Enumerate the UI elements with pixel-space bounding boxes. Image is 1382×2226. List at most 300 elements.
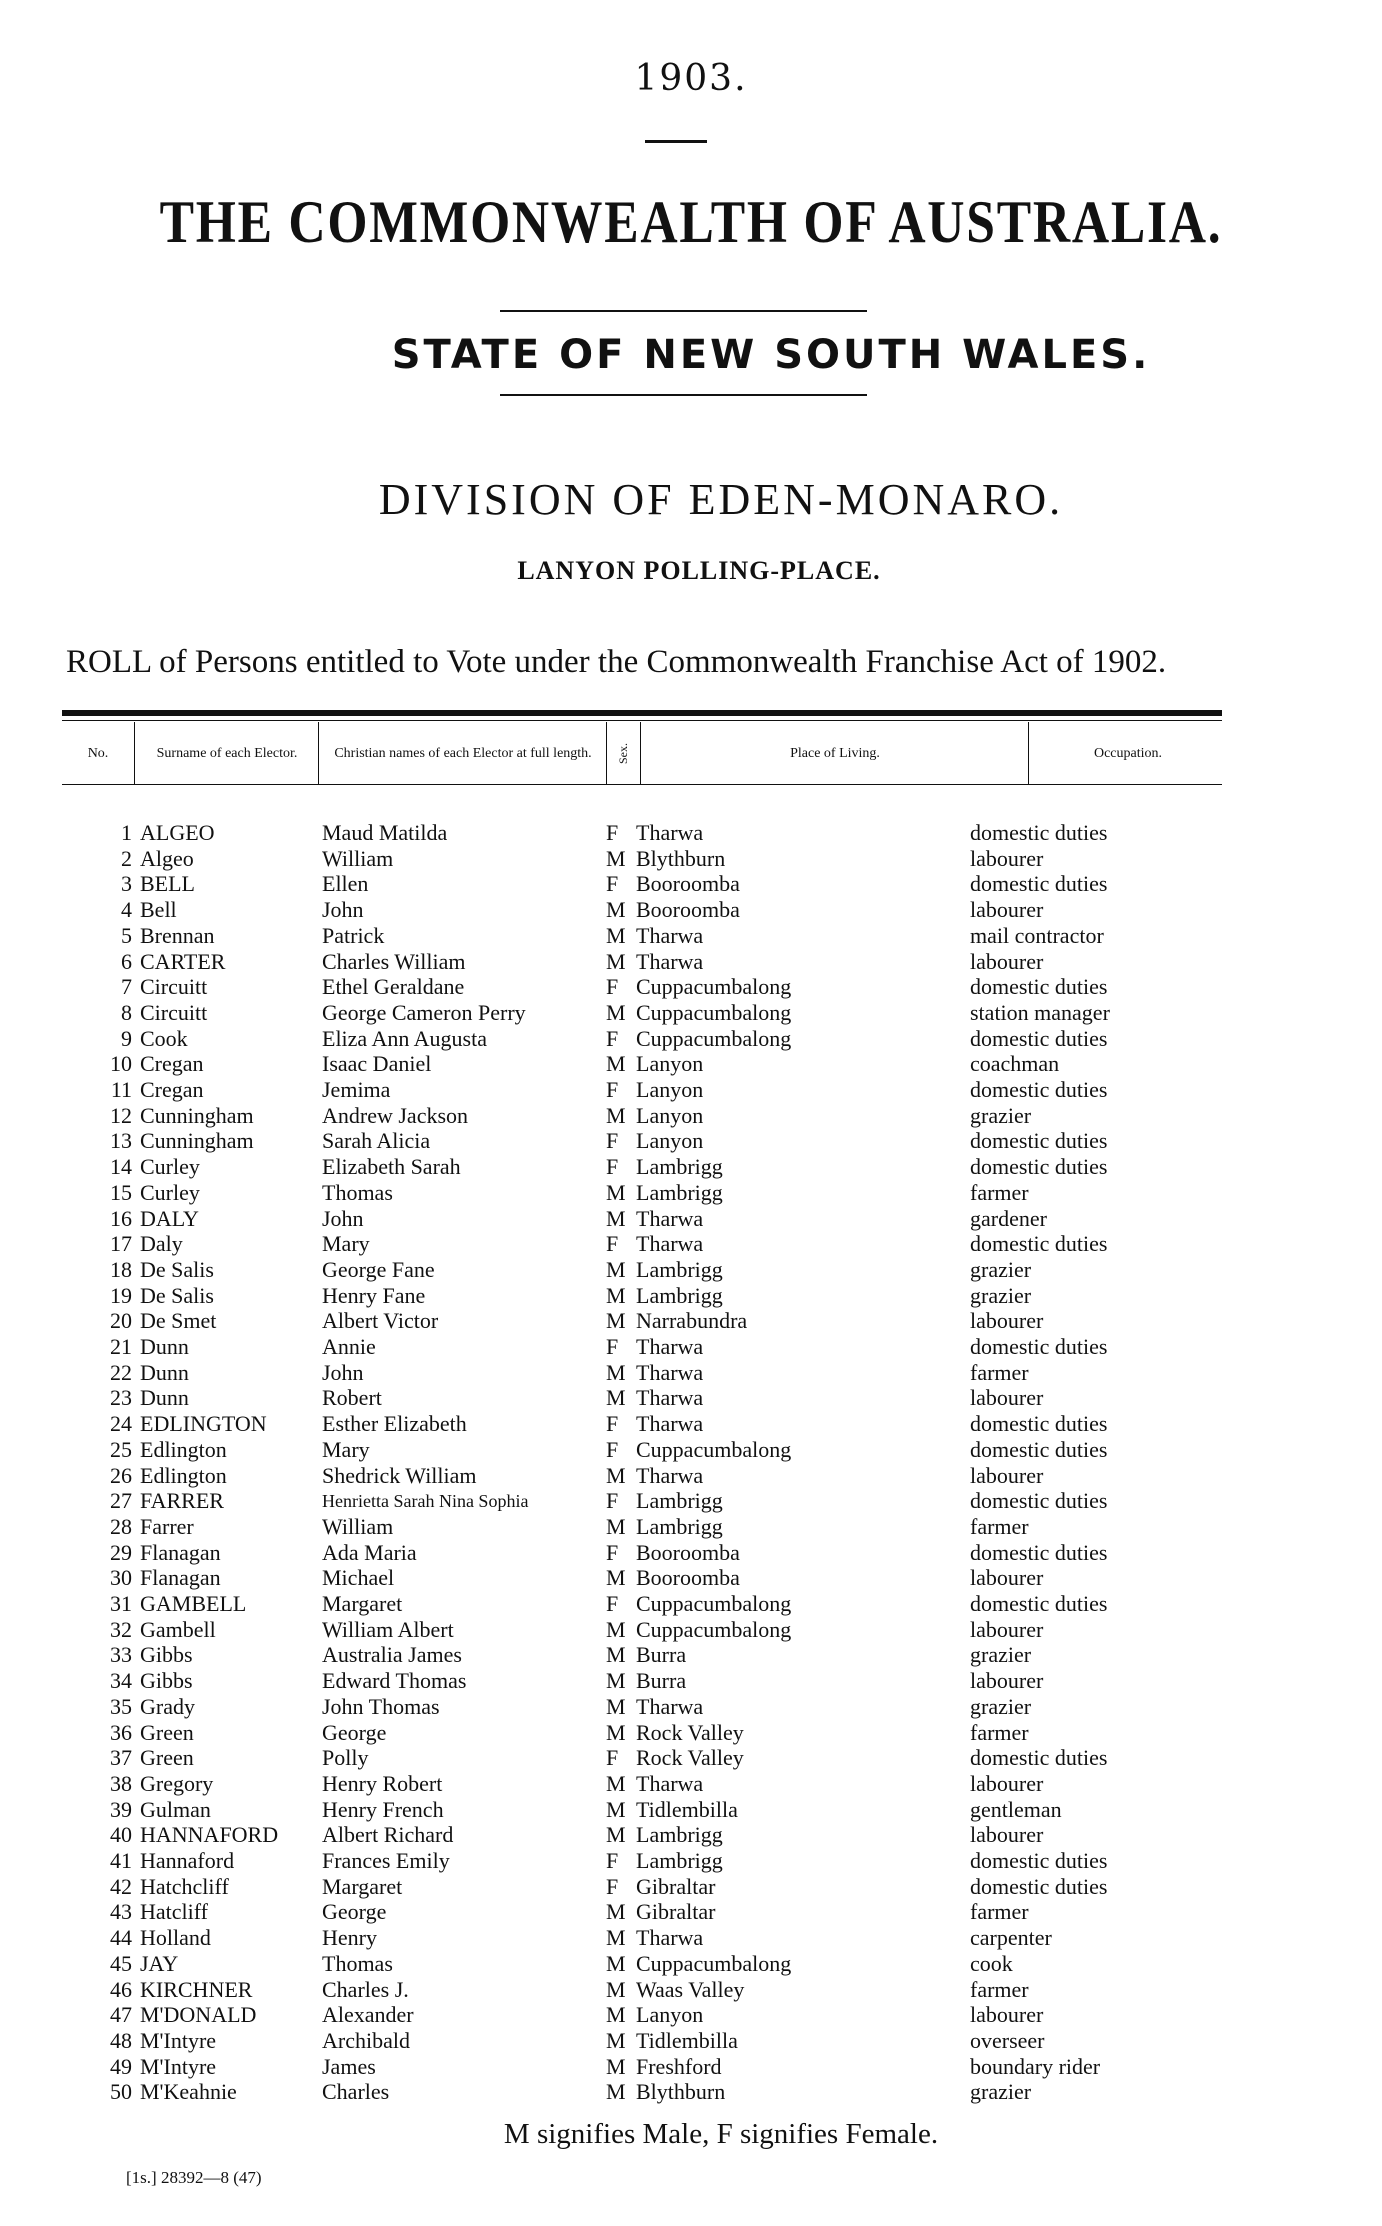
header-divider — [606, 722, 607, 784]
elector-occupation: domestic duties — [970, 1231, 1108, 1257]
elector-surname: Algeo — [140, 845, 194, 871]
elector-place: Cuppacumbalong — [636, 999, 792, 1025]
elector-number: 20 — [110, 1308, 132, 1334]
elector-christian-names: Michael — [322, 1565, 395, 1591]
table-row — [0, 1591, 1382, 1617]
elector-surname: DALY — [140, 1205, 199, 1231]
elector-place: Lambrigg — [636, 1154, 723, 1180]
elector-sex: M — [606, 1925, 626, 1951]
table-row — [0, 1771, 1382, 1797]
table-row — [0, 846, 1382, 872]
elector-christian-names: Eliza Ann Augusta — [322, 1025, 487, 1051]
elector-number: 18 — [110, 1256, 132, 1282]
elector-number: 44 — [110, 1925, 132, 1951]
elector-surname: De Salis — [140, 1256, 214, 1282]
table-row — [0, 1360, 1382, 1386]
table-row — [0, 1951, 1382, 1977]
elector-occupation: domestic duties — [970, 1848, 1108, 1873]
elector-number: 15 — [110, 1179, 132, 1205]
roll-title: ROLL of Persons entitled to Vote under the Commonwealth Franchise Act of 1902. — [66, 644, 1167, 680]
elector-occupation: grazier — [970, 1693, 1032, 1719]
elector-surname: Green — [140, 1745, 194, 1771]
elector-occupation: labourer — [970, 1616, 1044, 1642]
elector-christian-names: Esther Elizabeth — [322, 1411, 467, 1437]
elector-occupation: farmer — [970, 1513, 1029, 1539]
elector-surname: GAMBELL — [140, 1591, 247, 1616]
elector-number: 43 — [110, 1899, 132, 1925]
table-row — [0, 1488, 1382, 1514]
elector-occupation: farmer — [970, 1179, 1029, 1205]
elector-sex: M — [606, 999, 626, 1025]
elector-occupation: labourer — [970, 948, 1044, 974]
elector-occupation: grazier — [970, 1256, 1032, 1282]
elector-christian-names: Charles William — [322, 948, 466, 974]
elector-place: Gibraltar — [636, 1899, 716, 1925]
elector-surname: Dunn — [140, 1359, 189, 1385]
table-row — [0, 1308, 1382, 1334]
elector-place: Cuppacumbalong — [636, 1591, 792, 1616]
elector-sex: M — [606, 1308, 626, 1334]
elector-sex: M — [606, 1205, 626, 1231]
elector-place: Tharwa — [636, 1334, 704, 1359]
elector-place: Lanyon — [636, 1128, 704, 1154]
elector-sex: F — [606, 1436, 619, 1462]
elector-number: 36 — [110, 1719, 132, 1745]
elector-place: Tharwa — [636, 1770, 704, 1796]
table-row — [0, 1514, 1382, 1540]
elector-occupation: domestic duties — [970, 1591, 1108, 1616]
elector-surname: Dunn — [140, 1334, 189, 1359]
table-row — [0, 1385, 1382, 1411]
elector-occupation: cook — [970, 1950, 1013, 1976]
elector-occupation: labourer — [970, 1822, 1044, 1848]
elector-christian-names: Margaret — [322, 1873, 403, 1899]
elector-number: 31 — [110, 1591, 132, 1616]
elector-sex: F — [606, 1848, 619, 1873]
elector-sex: F — [606, 1411, 619, 1437]
elector-surname: Hannaford — [140, 1848, 235, 1873]
elector-occupation: domestic duties — [970, 974, 1108, 1000]
table-thin-rule — [62, 720, 1222, 721]
elector-number: 38 — [110, 1770, 132, 1796]
elector-occupation: boundary rider — [970, 2053, 1101, 2079]
elector-place: Lanyon — [636, 2002, 704, 2028]
division-heading: DIVISION OF EDEN-MONARO. — [378, 475, 1064, 524]
elector-place: Tharwa — [636, 1462, 704, 1488]
elector-surname: Holland — [140, 1925, 211, 1951]
elector-christian-names: Charles — [322, 2079, 390, 2105]
elector-occupation: domestic duties — [970, 1745, 1108, 1771]
elector-christian-names: Henry — [322, 1925, 377, 1951]
elector-occupation: labourer — [970, 897, 1044, 923]
table-row — [0, 1694, 1382, 1720]
elector-number: 6 — [121, 948, 132, 974]
elector-surname: Flanagan — [140, 1565, 221, 1591]
elector-place: Tharwa — [636, 1231, 704, 1257]
elector-christian-names: Jemima — [322, 1077, 391, 1102]
elector-sex: M — [606, 948, 626, 974]
elector-number: 3 — [121, 871, 132, 897]
elector-christian-names: William Albert — [322, 1616, 454, 1642]
elector-place: Tharwa — [636, 1359, 704, 1385]
elector-number: 49 — [110, 2053, 132, 2079]
elector-number: 40 — [110, 1822, 132, 1848]
elector-surname: EDLINGTON — [140, 1411, 267, 1437]
elector-place: Lambrigg — [636, 1848, 723, 1873]
table-row — [0, 1668, 1382, 1694]
elector-surname: M'Keahnie — [140, 2079, 237, 2105]
header-divider — [640, 722, 641, 784]
table-row — [0, 1206, 1382, 1232]
elector-sex: M — [606, 1822, 626, 1848]
elector-sex: M — [606, 1102, 626, 1128]
elector-christian-names: Henrietta Sarah Nina Sophia — [322, 1491, 529, 1512]
elector-christian-names: William — [322, 1513, 394, 1539]
elector-surname: Gregory — [140, 1770, 214, 1796]
table-row — [0, 1642, 1382, 1668]
elector-place: Booroomba — [636, 1565, 740, 1591]
elector-place: Lambrigg — [636, 1822, 723, 1848]
short-divider — [645, 140, 707, 143]
elector-sex: M — [606, 1642, 626, 1668]
table-row — [0, 871, 1382, 897]
table-row — [0, 2028, 1382, 2054]
elector-place: Lambrigg — [636, 1488, 723, 1514]
elector-christian-names: Albert Richard — [322, 1822, 454, 1848]
elector-surname: Gibbs — [140, 1642, 193, 1668]
elector-number: 37 — [110, 1745, 132, 1771]
elector-number: 50 — [110, 2079, 132, 2105]
elector-place: Tharwa — [636, 1385, 704, 1411]
elector-place: Tharwa — [636, 922, 704, 948]
elector-place: Lanyon — [636, 1051, 704, 1077]
elector-surname: Flanagan — [140, 1539, 221, 1565]
elector-number: 46 — [110, 1976, 132, 2002]
elector-place: Tharwa — [636, 1411, 704, 1437]
elector-occupation: domestic duties — [970, 820, 1108, 845]
elector-occupation: mail contractor — [970, 922, 1104, 948]
elector-sex: M — [606, 1565, 626, 1591]
elector-surname: Edlington — [140, 1436, 227, 1462]
elector-sex: M — [606, 2002, 626, 2028]
elector-sex: M — [606, 1899, 626, 1925]
elector-surname: De Salis — [140, 1282, 214, 1308]
elector-christian-names: Elizabeth Sarah — [322, 1154, 461, 1180]
elector-surname: Circuitt — [140, 974, 208, 1000]
elector-occupation: coachman — [970, 1051, 1060, 1077]
elector-number: 33 — [110, 1642, 132, 1668]
elector-occupation: labourer — [970, 845, 1044, 871]
elector-surname: Cregan — [140, 1077, 204, 1102]
elector-christian-names: Margaret — [322, 1591, 403, 1616]
elector-surname: Gulman — [140, 1796, 211, 1822]
elector-surname: HANNAFORD — [140, 1822, 279, 1848]
table-row — [0, 974, 1382, 1000]
elector-sex: F — [606, 1873, 619, 1899]
table-row — [0, 2054, 1382, 2080]
header-divider — [134, 722, 135, 784]
elector-occupation: farmer — [970, 1719, 1029, 1745]
elector-surname: M'DONALD — [140, 2002, 257, 2028]
elector-christian-names: Thomas — [322, 1950, 393, 1976]
elector-number: 5 — [121, 922, 132, 948]
elector-place: Waas Valley — [636, 1976, 745, 2002]
elector-number: 4 — [121, 897, 132, 923]
elector-occupation: carpenter — [970, 1925, 1052, 1951]
elector-number: 19 — [110, 1282, 132, 1308]
elector-surname: Grady — [140, 1693, 195, 1719]
elector-place: Tidlembilla — [636, 2027, 738, 2053]
elector-sex: M — [606, 1256, 626, 1282]
elector-occupation: domestic duties — [970, 1025, 1108, 1051]
elector-surname: FARRER — [140, 1488, 224, 1514]
elector-occupation: labourer — [970, 2002, 1044, 2028]
elector-sex: F — [606, 1334, 619, 1359]
elector-occupation: domestic duties — [970, 1411, 1108, 1437]
table-row — [0, 1180, 1382, 1206]
header-divider — [1028, 722, 1029, 784]
elector-sex: M — [606, 1950, 626, 1976]
elector-sex: F — [606, 1745, 619, 1771]
table-row — [0, 1231, 1382, 1257]
elector-surname: Curley — [140, 1154, 200, 1180]
sex-legend-note: M signifies Male, F signifies Female. — [503, 2118, 939, 2150]
elector-occupation: farmer — [970, 1976, 1029, 2002]
table-header — [62, 722, 1222, 785]
elector-christian-names: Ellen — [322, 871, 369, 897]
elector-christian-names: Edward Thomas — [322, 1668, 467, 1694]
elector-surname: Cunningham — [140, 1128, 254, 1154]
printer-imprint: [1s.] 28392—8 (47) — [126, 2168, 262, 2187]
elector-christian-names: Australia James — [322, 1642, 462, 1668]
elector-surname: M'Intyre — [140, 2053, 217, 2079]
elector-surname: Dunn — [140, 1385, 189, 1411]
elector-christian-names: Robert — [322, 1385, 382, 1411]
elector-sex: F — [606, 1231, 619, 1257]
elector-sex: M — [606, 897, 626, 923]
elector-sex: M — [606, 1359, 626, 1385]
header-no: No. — [87, 745, 109, 761]
table-row — [0, 1026, 1382, 1052]
elector-christian-names: Alexander — [322, 2002, 414, 2028]
table-row — [0, 820, 1382, 846]
elector-occupation: labourer — [970, 1462, 1044, 1488]
elector-number: 23 — [110, 1385, 132, 1411]
elector-christian-names: Shedrick William — [322, 1462, 477, 1488]
elector-surname: Daly — [140, 1231, 183, 1257]
elector-number: 34 — [110, 1668, 132, 1694]
elector-sex: F — [606, 1025, 619, 1051]
elector-place: Gibraltar — [636, 1873, 716, 1899]
elector-sex: F — [606, 1077, 619, 1102]
elector-christian-names: Sarah Alicia — [322, 1128, 431, 1154]
polling-place-heading: LANYON POLLING-PLACE. — [517, 556, 881, 585]
elector-occupation: grazier — [970, 1282, 1032, 1308]
elector-occupation: labourer — [970, 1385, 1044, 1411]
elector-surname: Gibbs — [140, 1668, 193, 1694]
state-heading: STATE OF NEW SOUTH WALES. — [391, 332, 1151, 378]
elector-number: 26 — [110, 1462, 132, 1488]
elector-number: 27 — [110, 1488, 132, 1514]
table-row — [0, 1617, 1382, 1643]
elector-place: Burra — [636, 1642, 687, 1668]
elector-number: 25 — [110, 1436, 132, 1462]
elector-place: Tharwa — [636, 1205, 704, 1231]
elector-number: 17 — [110, 1231, 132, 1257]
elector-number: 14 — [110, 1154, 132, 1180]
header-surname: Surname of each Elector. — [156, 745, 298, 761]
elector-number: 7 — [121, 974, 132, 1000]
elector-place: Lanyon — [636, 1077, 704, 1102]
elector-place: Booroomba — [636, 897, 740, 923]
elector-christian-names: John — [322, 897, 364, 923]
year-heading: 1903. — [634, 58, 748, 99]
elector-christian-names: John — [322, 1205, 364, 1231]
table-row — [0, 1257, 1382, 1283]
table-row — [0, 1051, 1382, 1077]
elector-place: Cuppacumbalong — [636, 1436, 792, 1462]
elector-sex: M — [606, 1513, 626, 1539]
elector-number: 13 — [110, 1128, 132, 1154]
table-row — [0, 1463, 1382, 1489]
elector-occupation: domestic duties — [970, 871, 1108, 897]
elector-occupation: domestic duties — [970, 1334, 1108, 1359]
elector-place: Tharwa — [636, 1925, 704, 1951]
elector-christian-names: George — [322, 1719, 387, 1745]
table-row — [0, 1000, 1382, 1026]
elector-christian-names: Mary — [322, 1436, 370, 1462]
elector-number: 16 — [110, 1205, 132, 1231]
elector-christian-names: Charles J. — [322, 1976, 409, 2002]
elector-occupation: gardener — [970, 1205, 1047, 1231]
elector-place: Cuppacumbalong — [636, 1950, 792, 1976]
elector-place: Lambrigg — [636, 1256, 723, 1282]
elector-occupation: domestic duties — [970, 1539, 1108, 1565]
elector-sex: F — [606, 820, 619, 845]
elector-christian-names: Henry Robert — [322, 1770, 443, 1796]
elector-surname: Hatcliff — [140, 1899, 209, 1925]
elector-number: 1 — [121, 820, 132, 845]
elector-number: 42 — [110, 1873, 132, 1899]
elector-christian-names: Mary — [322, 1231, 370, 1257]
elector-christian-names: Frances Emily — [322, 1848, 450, 1873]
elector-surname: Bell — [140, 897, 177, 923]
elector-surname: Curley — [140, 1179, 200, 1205]
elector-occupation: grazier — [970, 1642, 1032, 1668]
elector-place: Cuppacumbalong — [636, 1025, 792, 1051]
elector-surname: ALGEO — [140, 820, 215, 845]
elector-christian-names: George — [322, 1899, 387, 1925]
elector-place: Cuppacumbalong — [636, 1616, 792, 1642]
elector-sex: M — [606, 1179, 626, 1205]
elector-sex: M — [606, 1462, 626, 1488]
elector-occupation: labourer — [970, 1668, 1044, 1694]
table-row — [0, 1925, 1382, 1951]
elector-place: Narrabundra — [636, 1308, 748, 1334]
elector-sex: M — [606, 1796, 626, 1822]
table-row — [0, 1745, 1382, 1771]
commonwealth-title: THE COMMONWEALTH OF AUSTRALIA. — [159, 189, 1223, 255]
table-thick-rule — [62, 710, 1222, 716]
elector-number: 35 — [110, 1693, 132, 1719]
elector-place: Lanyon — [636, 1102, 704, 1128]
table-row — [0, 1565, 1382, 1591]
elector-occupation: station manager — [970, 999, 1110, 1025]
elector-sex: M — [606, 1770, 626, 1796]
elector-number: 29 — [110, 1539, 132, 1565]
elector-surname: Cook — [140, 1025, 188, 1051]
elector-occupation: domestic duties — [970, 1873, 1108, 1899]
table-row — [0, 1874, 1382, 1900]
elector-place: Rock Valley — [636, 1719, 744, 1745]
elector-number: 45 — [110, 1950, 132, 1976]
elector-occupation: farmer — [970, 1359, 1029, 1385]
elector-number: 21 — [110, 1334, 132, 1359]
table-row — [0, 2002, 1382, 2028]
elector-number: 32 — [110, 1616, 132, 1642]
table-row — [0, 1077, 1382, 1103]
table-row — [0, 1540, 1382, 1566]
elector-occupation: labourer — [970, 1770, 1044, 1796]
header-sex — [608, 722, 638, 784]
elector-christian-names: Albert Victor — [322, 1308, 439, 1334]
elector-number: 8 — [121, 999, 132, 1025]
elector-place: Burra — [636, 1668, 687, 1694]
table-row — [0, 1128, 1382, 1154]
elector-christian-names: John Thomas — [322, 1693, 440, 1719]
elector-surname: M'Intyre — [140, 2027, 217, 2053]
elector-place: Lambrigg — [636, 1513, 723, 1539]
elector-occupation: domestic duties — [970, 1488, 1108, 1514]
table-row — [0, 1848, 1382, 1874]
elector-christian-names: Annie — [322, 1334, 376, 1359]
table-row — [0, 897, 1382, 923]
state-top-rule — [500, 310, 867, 312]
elector-number: 9 — [121, 1025, 132, 1051]
elector-sex: F — [606, 1154, 619, 1180]
elector-surname: KIRCHNER — [140, 1976, 253, 2002]
table-row — [0, 1437, 1382, 1463]
elector-sex: M — [606, 2079, 626, 2105]
elector-christian-names: Isaac Daniel — [322, 1051, 432, 1077]
table-row — [0, 923, 1382, 949]
elector-sex: F — [606, 1591, 619, 1616]
elector-number: 47 — [110, 2002, 132, 2028]
table-row — [0, 1154, 1382, 1180]
elector-sex: M — [606, 922, 626, 948]
table-row — [0, 1283, 1382, 1309]
elector-place: Booroomba — [636, 871, 740, 897]
elector-number: 2 — [121, 845, 132, 871]
elector-surname: Brennan — [140, 922, 215, 948]
elector-place: Blythburn — [636, 845, 726, 871]
elector-place: Tharwa — [636, 948, 704, 974]
table-row — [0, 1720, 1382, 1746]
header-christian-names: Christian names of each Elector at full length. — [334, 745, 592, 761]
table-row — [0, 1103, 1382, 1129]
elector-occupation: domestic duties — [970, 1077, 1108, 1102]
elector-christian-names: Henry French — [322, 1796, 444, 1822]
elector-sex: F — [606, 1128, 619, 1154]
header-sex-label: Sex. — [615, 742, 630, 764]
elector-sex: F — [606, 1539, 619, 1565]
elector-occupation: domestic duties — [970, 1154, 1108, 1180]
elector-number: 39 — [110, 1796, 132, 1822]
elector-number: 22 — [110, 1359, 132, 1385]
elector-place: Cuppacumbalong — [636, 974, 792, 1000]
elector-occupation: farmer — [970, 1899, 1029, 1925]
elector-surname: Cregan — [140, 1051, 204, 1077]
